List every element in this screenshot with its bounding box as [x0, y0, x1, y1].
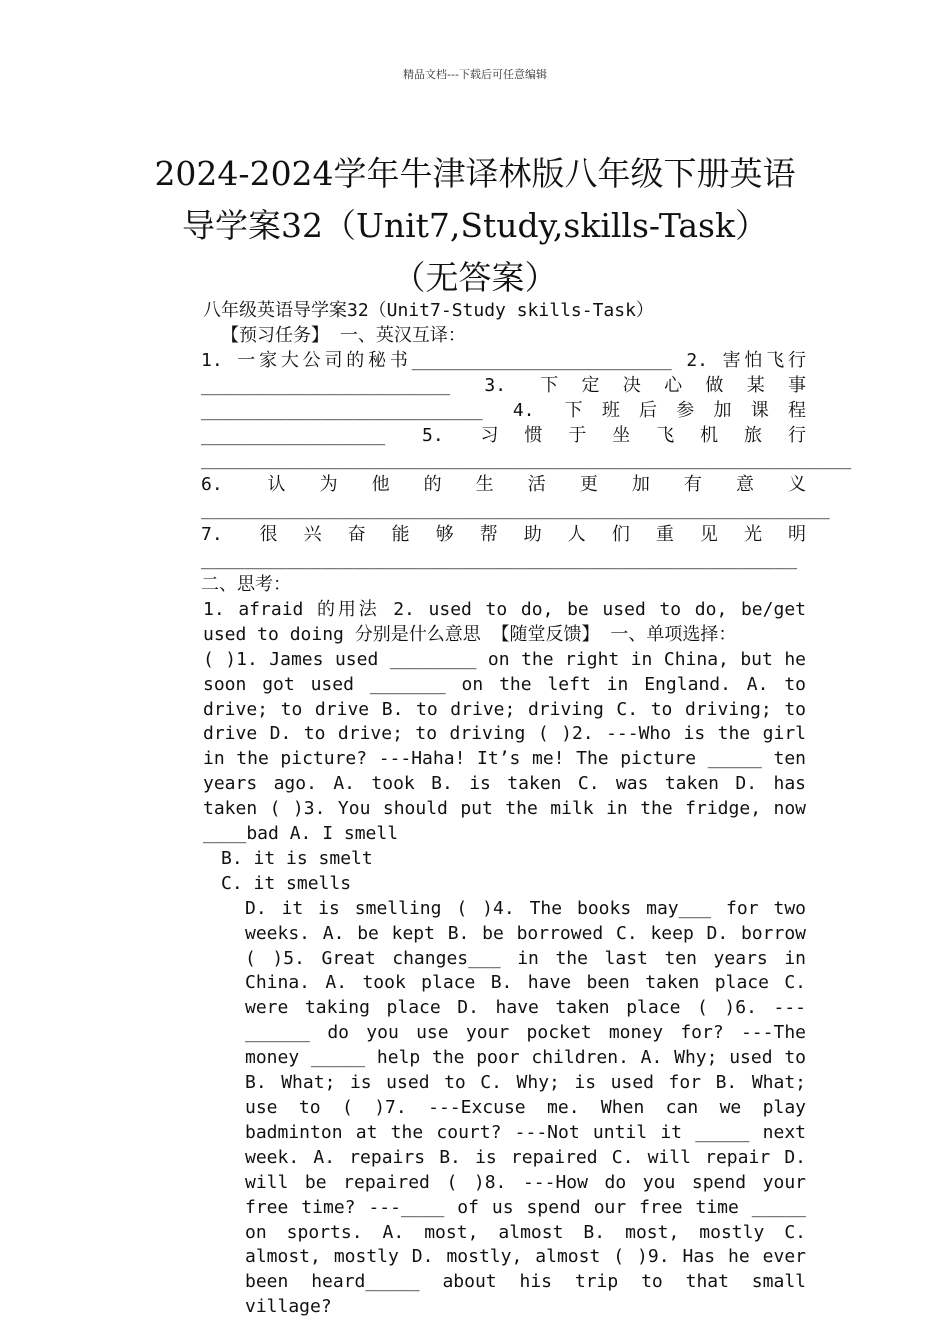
title-line-3: （无答案）: [392, 258, 558, 298]
translation-exercises: 1. 一家大公司的秘书________________________ 2. 害怕飞行_______________________ 3. 下定决心做某事__________________________ 4. 下班后参加课程_________________ 5. 习惯于坐飞机旅行____________________________________________________________ 6. 认为他的生活更加有意义__________________________________________________________ 7. 很兴奋能够帮助人们重见光明_______________________________________________________ 二、思考：: [201, 349, 852, 595]
document-title: [110, 148, 840, 304]
worksheet-subtitle: 八年级英语导学案32（Unit7-Study skills-Task）: [203, 300, 654, 321]
document-body: [145, 299, 852, 1320]
section-preview-heading: 【预习任务】 一、英汉互译：: [221, 324, 466, 346]
multiple-choice-questions: ( )1. James used ________ on the right in China, but he soon got used _______ on the left in England. A. to drive; to drive B. to drive; driving C. to driving; to drive D. to drive; to driving ( )2. ---Who is the girl in the picture? ---Haha! It’s me! The picture _____ ten years ago. A. took B. is taken C. was taken D. has taken ( )3. You should put the milk in the fridge, now ____bad A. I smell: [203, 648, 806, 845]
title-line-2: 导学案32（Unit7,Study,skills-Task）: [182, 206, 768, 246]
header-note: 精品文档---下载后可任意编辑: [403, 68, 547, 81]
think-questions: 1. afraid 的用法 2. used to do, be used to do, be/get used to doing 分别是什么意思 【随堂反馈】 一、单项选择：: [203, 598, 806, 645]
question-3-option-b: B. it is smelt: [221, 847, 373, 869]
title-line-1: 2024-2024学年牛津译林版八年级下册英语: [154, 154, 796, 194]
multiple-choice-questions-continued: D. it is smelling ( )4. The books may___ for two weeks. A. be kept B. be borrowed C. keep D. borrow ( )5. Great changes___ in the last ten years in China. A. took place B. have been taken place C. were taking place D. have taken place ( )6. ---______ do you use your pocket money for? ---The money _____ help the poor children. A. Why; used to B. What; is used to C. Why; is used for B. What; use to ( )7. ---Excuse me. When can we play badminton at the court? ---Not until it _____ next week. A. repairs B. is repaired C. will repair D. will be repaired ( )8. ---How do you spend your free time? ---____ of us spend our free time _____ on sports. A. most, almost B. most, mostly C. almost, mostly D. mostly, almost ( )9. Has he ever been heard_____ about his trip to that small village?: [245, 897, 806, 1318]
question-3-option-c: C. it smells: [221, 872, 352, 894]
